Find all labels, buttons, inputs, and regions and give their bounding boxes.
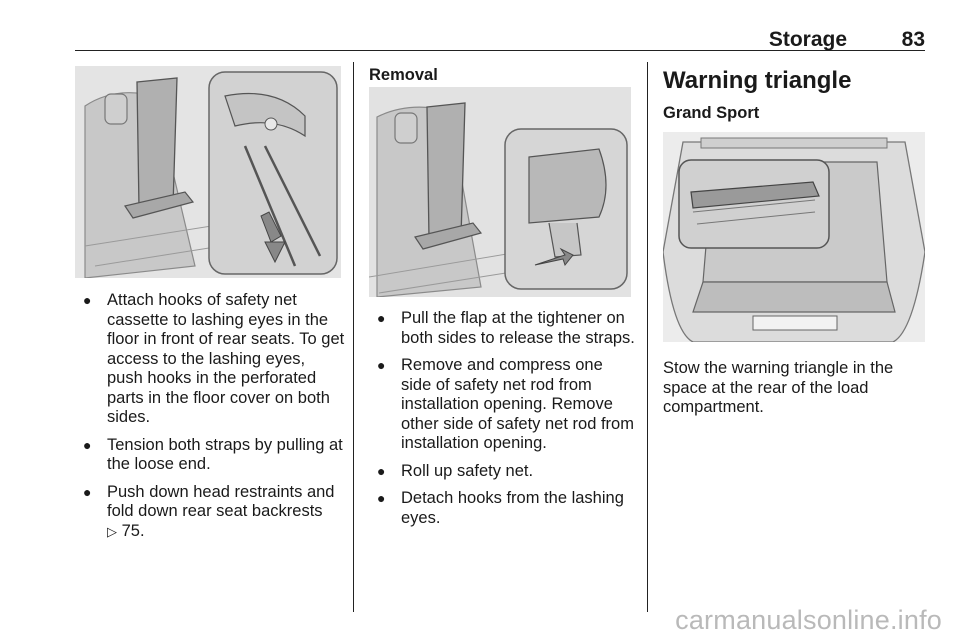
safety-net-attach-illustration — [75, 66, 341, 278]
column-divider — [353, 62, 354, 612]
list-item: ● Attach hooks of safety net cassette to lashing eyes in the floor in front of rear seats. To get access to the lashing eyes, push hooks in the perforated parts in the floor cover on both sides. — [83, 291, 345, 426]
removal-subheading: Removal — [369, 66, 438, 84]
list-item: ● Tension both straps by pulling at the loose end. — [83, 435, 343, 473]
column-divider — [647, 62, 648, 612]
column1-bullet-list — [75, 291, 345, 549]
warning-triangle-illustration — [663, 132, 925, 342]
section-title: Storage — [768, 28, 847, 51]
safety-net-removal-illustration — [369, 87, 631, 297]
list-item: ● Roll up safety net. — [377, 461, 534, 480]
list-item: ● Detach hooks from the lashing eyes. — [377, 489, 624, 527]
list-item: ● Pull the flap at the tightener on both sides to release the straps. — [377, 309, 635, 347]
page-header — [75, 28, 925, 51]
arrow-reference-icon: ▷ — [107, 523, 117, 539]
warning-triangle-heading: Warning triangle — [663, 67, 852, 94]
page-reference-link[interactable]: 75. — [121, 521, 145, 540]
list-item: ● Remove and compress one side of safety net rod from installation opening. Remove other side of safety net rod from installation opening. — [377, 356, 634, 452]
page-number: 83 — [901, 28, 925, 51]
column2-bullet-list — [369, 309, 637, 536]
grand-sport-subheading: Grand Sport — [663, 104, 760, 122]
warning-triangle-text: Stow the warning triangle in the space at the rear of the load compartment. — [663, 359, 894, 416]
watermark: carmanualsonline.info — [675, 605, 942, 635]
list-item: ● Push down head restraints and fold down rear seat backrests ▷ 75. — [83, 482, 335, 540]
